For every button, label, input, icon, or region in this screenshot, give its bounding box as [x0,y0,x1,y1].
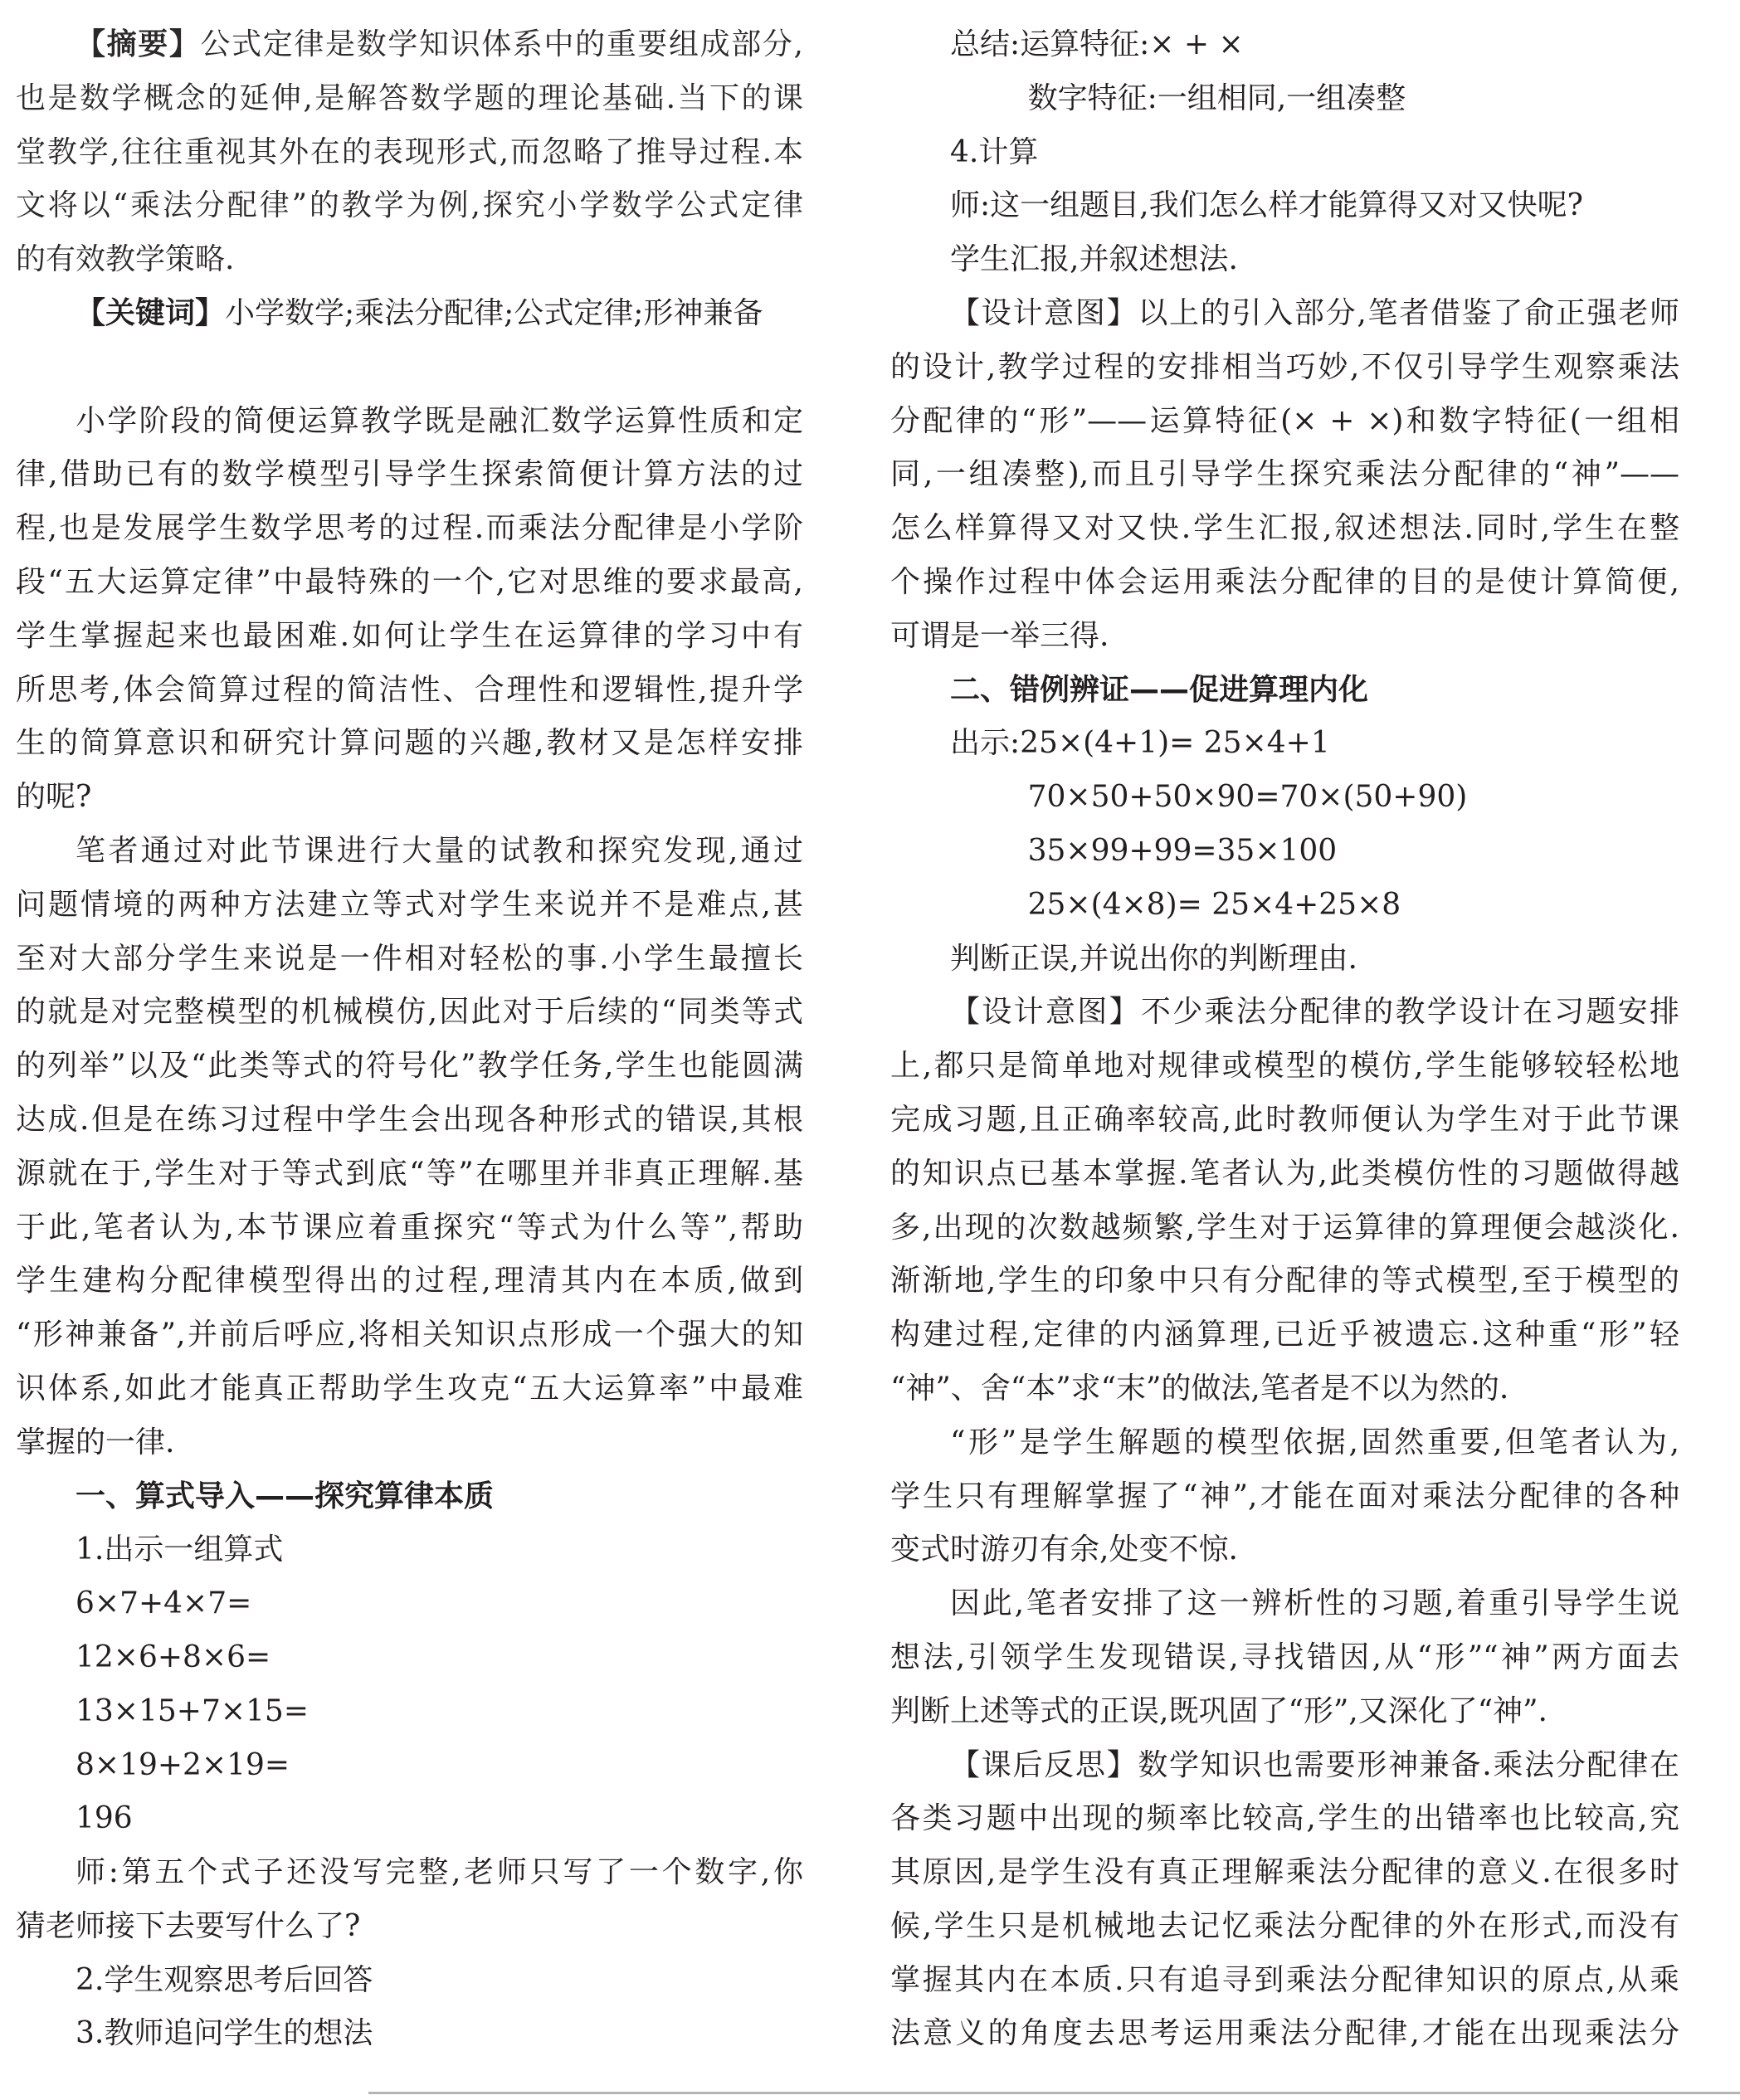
paragraph-line: 猜老师接下去要写什么了? [16,1908,361,1943]
keywords [16,287,803,341]
paragraph-line: 其原因,是学生没有真正理解乘法分配律的意义.在很多时 [890,1855,1679,1890]
section-heading-text: 一、算式导入——探究算律本质 [76,1479,495,1513]
step-4 [890,126,1679,180]
section-2-heading [890,664,1679,718]
paragraph-line: 多,出现的次数越频繁,学生对于运算律的算理便会越淡化. [890,1210,1679,1245]
paragraph-line: “神”、舍“本”求“末”的做法,笔者是不以为然的. [890,1371,1509,1406]
intro-paragraph [16,395,803,825]
paragraph-line: 的就是对完整模型的机械模仿,因此对于后续的“同类等式 [16,995,803,1030]
expression: 196 [76,1801,133,1836]
design-intent-1 [890,287,1679,664]
paragraph-line: 候,学生只是机械地去记忆乘法分配律的外在形式,而没有 [890,1908,1679,1943]
paragraph-line: “形”是学生解题的模型依据,固然重要,但笔者认为, [950,1425,1679,1459]
paragraph-line: 所思考,体会简算过程的简洁性、合理性和逻辑性,提升学 [16,672,803,707]
paragraph-line: 段“五大运算定律”中最特殊的一个,它对思维的要求最高, [16,564,803,599]
paragraph-line: 学生掌握起来也最困难.如何让学生在运算律的学习中有 [16,618,803,653]
abstract [16,18,803,287]
form-paragraph [890,1416,1679,1577]
paragraph-line: 师:第五个式子还没写完整,老师只写了一个数字,你 [76,1855,803,1890]
paragraph-line: 学生只有理解掌握了“神”,才能在面对乘法分配律的各种 [890,1479,1679,1513]
expression: 6×7+4×7= [76,1586,252,1621]
paragraph-line: 源就在于,学生对于等式到底“等”在哪里并非真正理解.基 [16,1156,803,1191]
expression: 出示:25×(4+1)= 25×4+1 [950,726,1330,761]
abstract-text: 公式定律是数学知识体系中的重要组成部分, [200,27,803,61]
paragraph-line: 构建过程,定律的内涵算理,已近乎被遗忘.这种重“形”轻 [890,1318,1679,1352]
keywords-label: 【关键词】 [76,295,226,330]
paragraph-line: 上,都只是简单地对规律或模型的模仿,学生能够较轻松地 [890,1049,1679,1084]
abstract-line: 也是数学概念的延伸,是解答数学题的理论基础.当下的课 [16,80,803,115]
abstract-line: 的有效教学策略. [16,242,235,277]
paragraph-line: 的呢? [16,780,92,815]
paragraph-line: 同,一组凑整),而且引导学生探究乘法分配律的“神”—— [890,457,1679,492]
section-heading-text: 二、错例辨证——促进算理内化 [950,672,1369,707]
student-report [890,233,1679,287]
step-1 [16,1523,803,1577]
dialogue-text: 师:这一组题目,我们怎么样才能算得又对又快呢? [950,188,1583,223]
expression: 35×99+99=35×100 [1027,833,1338,868]
paragraph-line: 学生建构分配律模型得出的过程,理清其内在本质,做到 [16,1264,803,1298]
abstract-line: 文将以“乘法分配律”的教学为例,探究小学数学公式定律 [16,188,803,223]
summary-operation [890,18,1679,72]
keywords-line [16,287,803,341]
paragraph-line: 律,借助已有的数学模型引导学生探索简便计算方法的过 [16,457,803,492]
step-text: 1.出示一组算式 [76,1532,284,1567]
paragraph-line: 【设计意图】不少乘法分配律的教学设计在习题安排 [950,995,1679,1030]
teacher-question [890,179,1679,233]
therefore-paragraph [890,1577,1679,1738]
teacher-prompt [16,1846,803,1954]
judge-prompt [890,933,1679,987]
paragraph-line: 程,也是发展学生数学思考的过程.而乘法分配律是小学阶 [16,511,803,546]
paragraph-line: 达成.但是在练习过程中学生会出现各种形式的错误,其根 [16,1102,803,1137]
expression: 70×50+50×90=70×(50+90) [1027,780,1468,815]
paragraph-line: 问题情境的两种方法建立等式对学生来说并不是难点,甚 [16,887,803,922]
right-column [890,18,1679,2061]
expression: 8×19+2×19= [76,1747,290,1782]
expression: 12×6+8×6= [76,1640,271,1674]
paragraph-line: 怎么样算得又对又快.学生汇报,叙述想法.同时,学生在整 [890,511,1679,546]
footer-rule [368,2092,1740,2094]
paragraph-line: 的列举”以及“此类等式的符号化”教学任务,学生也能圆满 [16,1049,803,1084]
abstract-line: 堂教学,往往重视其外在的表现形式,而忽略了推导过程.本 [16,134,803,169]
paragraph-line: 判断上述等式的正误,既巩固了“形”,又深化了“神”. [890,1693,1547,1728]
design-intent-2 [890,986,1679,1415]
paragraph-line: 完成习题,且正确率较高,此时教师便认为学生对于此节课 [890,1102,1679,1137]
left-column [16,18,803,2061]
keywords-text: 小学数学;乘法分配律;公式定律;形神兼备 [225,295,763,330]
paragraph-line: 于此,笔者认为,本节课应着重探究“等式为什么等”,帮助 [16,1210,803,1245]
paragraph-line: 变式时游刃有余,处变不惊. [890,1532,1238,1567]
dialogue-text: 判断正误,并说出你的判断理由. [950,941,1357,976]
paragraph-line: 的知识点已基本掌握.笔者认为,此类模仿性的习题做得越 [890,1156,1679,1191]
step-3 [16,2007,803,2061]
paragraph-line: 各类习题中出现的频率比较高,学生的出错率也比较高,究 [890,1801,1679,1836]
paragraph-line: 可谓是一举三得. [890,618,1109,653]
paragraph-line: 小学阶段的简便运算教学既是融汇数学运算性质和定 [76,403,803,438]
summary-text: 总结:运算特征:× + × [950,27,1244,61]
expression: 13×15+7×15= [76,1693,309,1728]
step-2 [16,1954,803,2008]
paragraph-line: 生的简算意识和研究计算问题的兴趣,教材又是怎样安排 [16,726,803,761]
error-examples [890,717,1679,932]
paragraph-line: 识体系,如此才能真正帮助学生攻克“五大运算率”中最难 [16,1371,803,1406]
expression-list [16,1577,803,1846]
paragraph-line: 【设计意图】以上的引入部分,笔者借鉴了俞正强老师 [950,295,1679,330]
section-1-heading [16,1470,803,1524]
paragraph-line: 个操作过程中体会运用乘法分配律的目的是使计算简便, [890,564,1679,599]
abstract-label: 【摘要】 [76,27,201,61]
observation-paragraph [16,825,803,1470]
paragraph-line: 因此,笔者安排了这一辨析性的习题,着重引导学生说 [950,1586,1679,1621]
summary-numbers [890,72,1679,126]
reflection-paragraph [890,1739,1679,2062]
paragraph-line: 掌握的一律. [16,1425,175,1459]
paragraph-line: 渐渐地,学生的印象中只有分配律的等式模型,至于模型的 [890,1264,1679,1298]
expression: 25×(4×8)= 25×4+25×8 [1027,887,1401,922]
step-text: 2.学生观察思考后回答 [76,1962,373,1997]
paragraph-line: 【课后反思】数学知识也需要形神兼备.乘法分配律在 [950,1747,1679,1782]
paragraph-line: 笔者通过对此节课进行大量的试教和探究发现,通过 [76,833,803,868]
abstract-first-line [16,18,803,72]
paragraph-line: 法意义的角度去思考运用乘法分配律,才能在出现乘法分 [890,2016,1679,2051]
summary-text: 数字特征:一组相同,一组凑整 [1027,80,1406,115]
paragraph-line: 至对大部分学生来说是一件相对轻松的事.小学生最擅长 [16,941,803,976]
step-text: 4.计算 [950,134,1039,169]
step-text: 3.教师追问学生的想法 [76,2016,373,2051]
paragraph-line: 的设计,教学过程的安排相当巧妙,不仅引导学生观察乘法 [890,349,1679,384]
dialogue-text: 学生汇报,并叙述想法. [950,242,1238,277]
paragraph-line: 分配律的“形”——运算特征(× + ×)和数字特征(一组相 [890,403,1679,438]
paragraph-line: “形神兼备”,并前后呼应,将相关知识点形成一个强大的知 [16,1318,803,1352]
paragraph-line: 掌握其内在本质.只有追寻到乘法分配律知识的原点,从乘 [890,1962,1679,1997]
paragraph-line: 想法,引领学生发现错误,寻找错因,从“形”“神”两方面去 [890,1640,1679,1674]
